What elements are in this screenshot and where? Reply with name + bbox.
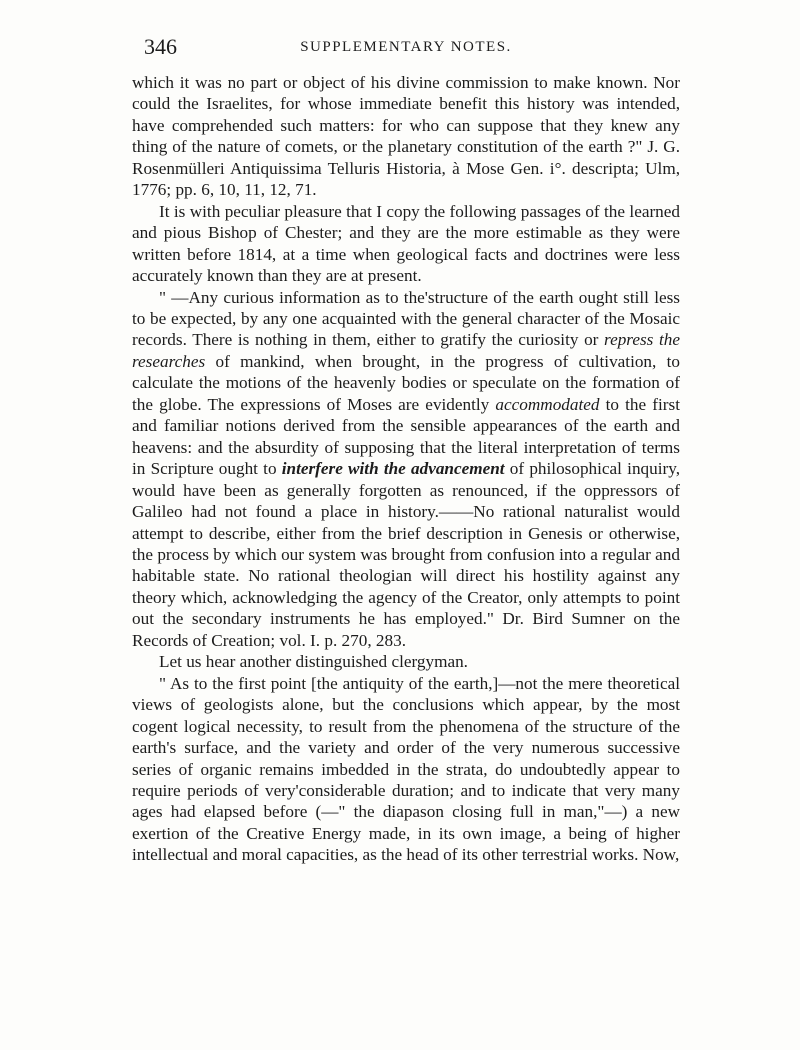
running-head: SUPPLEMENTARY NOTES. [300,39,512,55]
emphasis-accommodated: accommodated [495,394,600,414]
page-header [132,34,680,60]
quote-text-2: of mankind, when brought, in the progress of cultivation, to calculate the motions of the heavenly bodies or speculate on the formation of the globe. The expressions of Moses are evidently [132,351,680,414]
paragraph-another-clergyman: Let us hear another distinguished clergyman. [159,652,468,672]
emphasis-repress-researches: repress the researches [132,330,680,371]
quote-text-4: of philosophical inquiry, would have been as generally forgotten as renounced, if the oppressors of Galileo had not found a place in history.——No rational naturalist would attempt to describe, either from the brief description in Genesis or otherwise, the process by which our system was brought from confusion into a regular and habitable state. No rational theologian will direct his hostility against any theory which, acknowledging the agency of the Creator, only attempts to point out the secondary instruments he has employed." Dr. Bird Sumner on the Records of Creation; vol. I. p. 270, 283. [132,459,680,650]
body-text [132,72,680,866]
paragraph-sumner-quote [132,287,680,652]
paragraph-antiquity-quote: " As to the first point [the antiquity of the earth,]—not the mere theoretical views of geologists alone, but the conclusions which appear, by the most cogent logical necessity, to result from the phenomena of the structure of the earth's surface, and the variety and order of the very numerous successive series of organic remains imbedded in the strata, do undoubtedly appear to require periods of very'considerable duration; and to indicate that very many ages had elapsed before (—" the diapason closing full in man,"—) a new exertion of the Creative Energy made, in its own image, a being of higher intellectual and moral capacities, as the head of its other terrestrial works. Now, [132,673,680,865]
paragraph-rosenmuller-continuation: which it was no part or object of his divine commission to make known. Nor could the Israelites, for whose immediate benefit this history was intended, have comprehended such matters: for who can suppose that they knew any thing of the nature of comets, or the planetary constitution of the earth ?" J. G. Rosenmülleri Antiquissima Telluris Historia, à Mose Gen. i°. descripta; Ulm, 1776; pp. 6, 10, 11, 12, 71. [132,73,680,200]
emphasis-interfere-advancement: interfere with the advancement [281,459,505,479]
quote-text-1: " —Any curious information as to the'structure of the earth ought still less to be expected, by any one acquainted with the general character of the Mosaic records. There is nothing in them, either to gratify the curiosity or [132,287,680,350]
page-number: 346 [144,34,177,59]
quote-text-3: to the first and familiar notions derived from the sensible appearances of the earth and heavens: and the absurdity of supposing that the literal interpretation of terms in Scripture ought to [132,394,680,479]
paragraph-bishop-intro: It is with peculiar pleasure that I copy the following passages of the learned and pious Bishop of Chester; and they are the more estimable as they were written before 1814, at a time when geological facts and doctrines were less accurately known than they are at present. [132,201,680,286]
